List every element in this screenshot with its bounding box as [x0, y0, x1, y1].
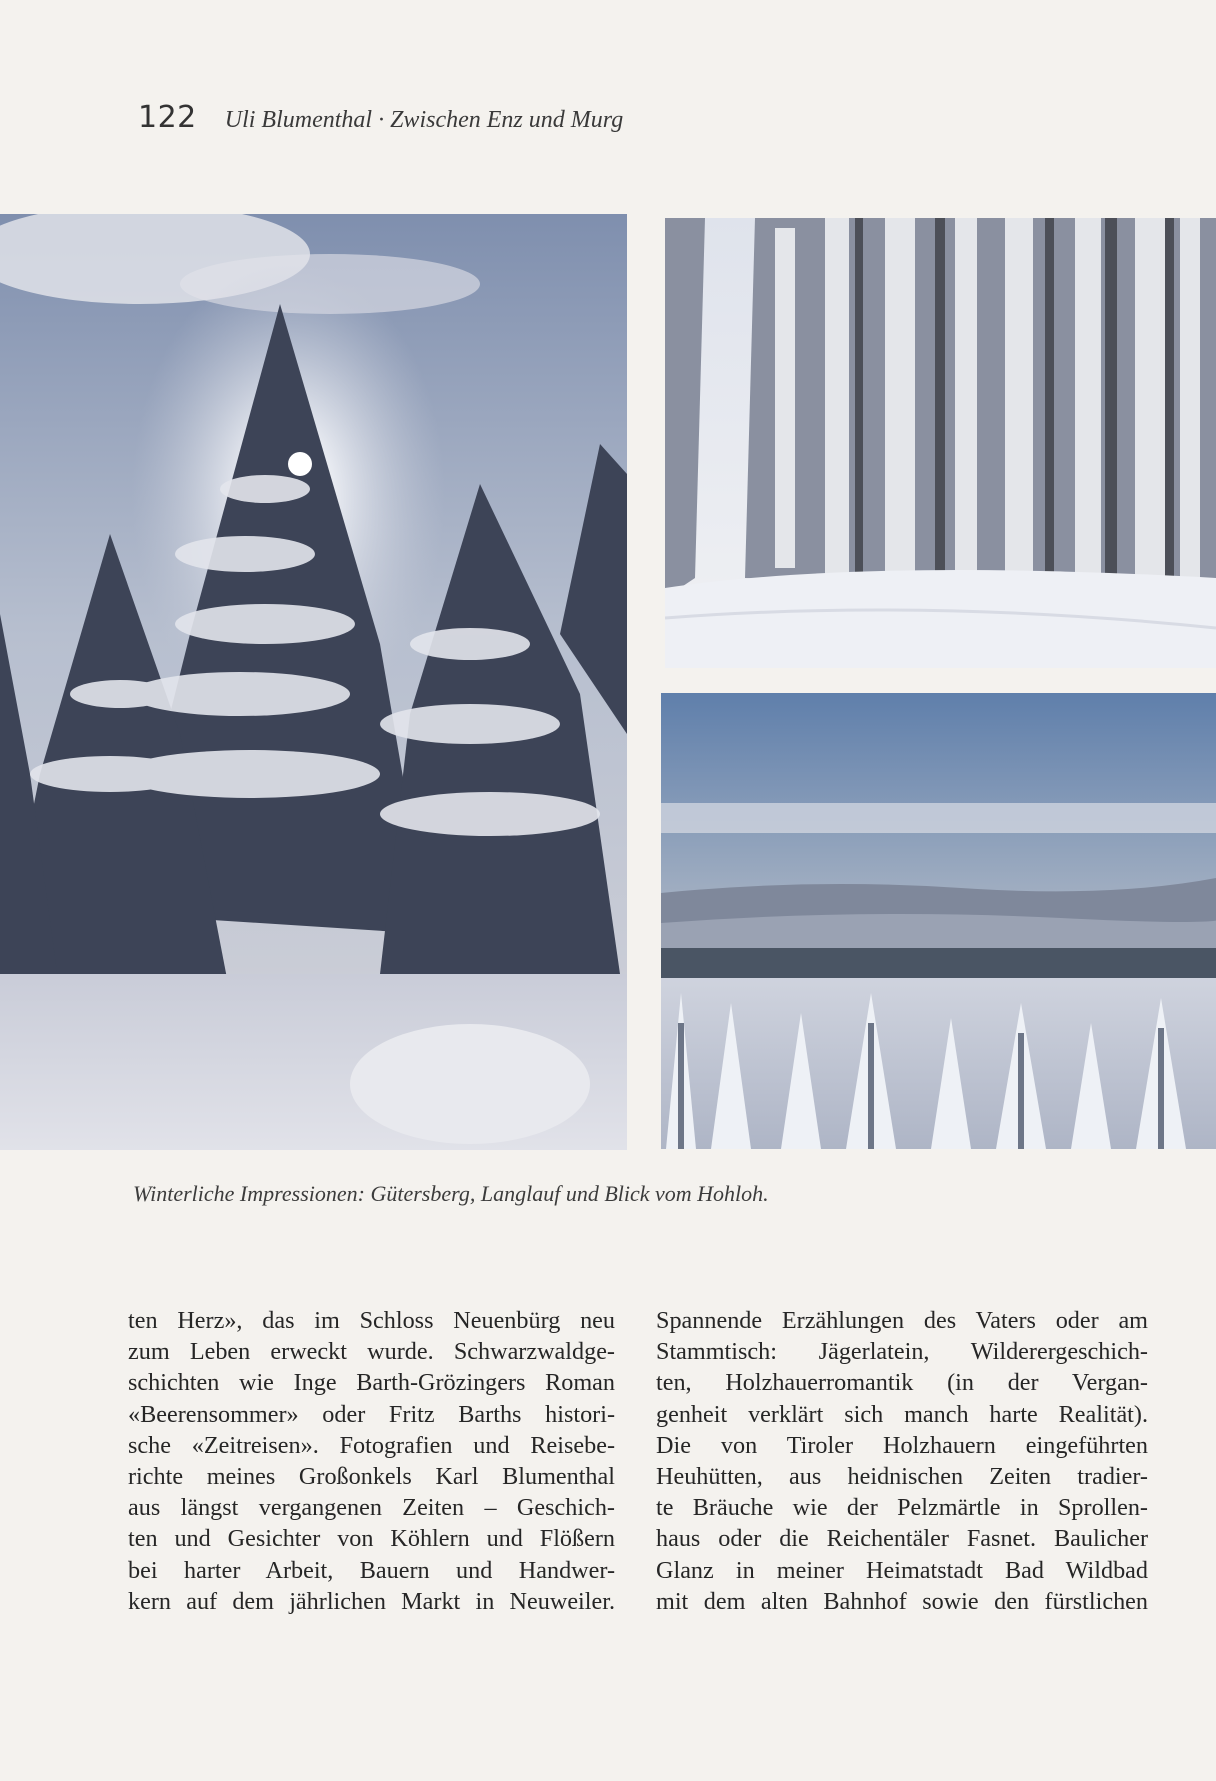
text-line: sche «Zeitreisen». Fotografien und Reisebe-	[128, 1431, 615, 1459]
text-line: bei harter Arbeit, Bauern und Handwer-	[128, 1556, 615, 1584]
text-line: haus oder die Reichentäler Fasnet. Baulicher	[656, 1525, 1148, 1553]
text-column-left	[128, 1305, 615, 1617]
photo-snowy-forest-trail	[665, 218, 1216, 668]
text-line: genheit verklärt sich manch harte Realität).	[656, 1400, 1148, 1428]
text-line: «Beerensommer» oder Fritz Barths histori-	[128, 1400, 615, 1428]
text-line: mit dem alten Bahnhof sowie den fürstlichen	[656, 1587, 1148, 1615]
text-line: Glanz in meiner Heimatstadt Bad Wildbad	[656, 1556, 1148, 1584]
text-line: aus längst vergangenen Zeiten – Geschich-	[128, 1494, 615, 1522]
text-line: ten und Gesichter von Köhlern und Flößern	[128, 1525, 615, 1553]
text-line: Die von Tiroler Holzhauern eingeführten	[656, 1431, 1148, 1459]
text-column-right	[656, 1305, 1148, 1617]
text-line: richte meines Großonkels Karl Blumenthal	[128, 1463, 615, 1491]
text-line: te Bräuche wie der Pelzmärtle in Sprollen-	[656, 1494, 1148, 1522]
page-number: 122	[138, 100, 197, 135]
page-header	[138, 100, 623, 135]
text-line: Spannende Erzählungen des Vaters oder am	[656, 1307, 1148, 1334]
photo-view-from-hohloh	[661, 693, 1216, 1149]
running-title: Uli Blumenthal · Zwischen Enz und Murg	[224, 107, 624, 133]
text-line: schichten wie Inge Barth-Grözingers Roman	[128, 1369, 615, 1397]
text-line: Heuhütten, aus heidnischen Zeiten tradier-	[656, 1463, 1148, 1491]
text-line: kern auf dem jährlichen Markt in Neuweiler.	[128, 1587, 615, 1615]
photo-snowy-firs-sun	[0, 214, 627, 1150]
text-line: ten Herz», das im Schloss Neuenbürg neu	[128, 1307, 615, 1334]
photo-caption: Winterliche Impressionen: Gütersberg, Langlauf und Blick vom Hohloh.	[133, 1181, 769, 1206]
text-line: zum Leben erweckt wurde. Schwarzwaldge-	[128, 1338, 615, 1366]
text-line: Stammtisch: Jägerlatein, Wilderergeschich-	[656, 1338, 1148, 1366]
text-line: ten, Holzhauerromantik (in der Vergan-	[656, 1369, 1148, 1397]
